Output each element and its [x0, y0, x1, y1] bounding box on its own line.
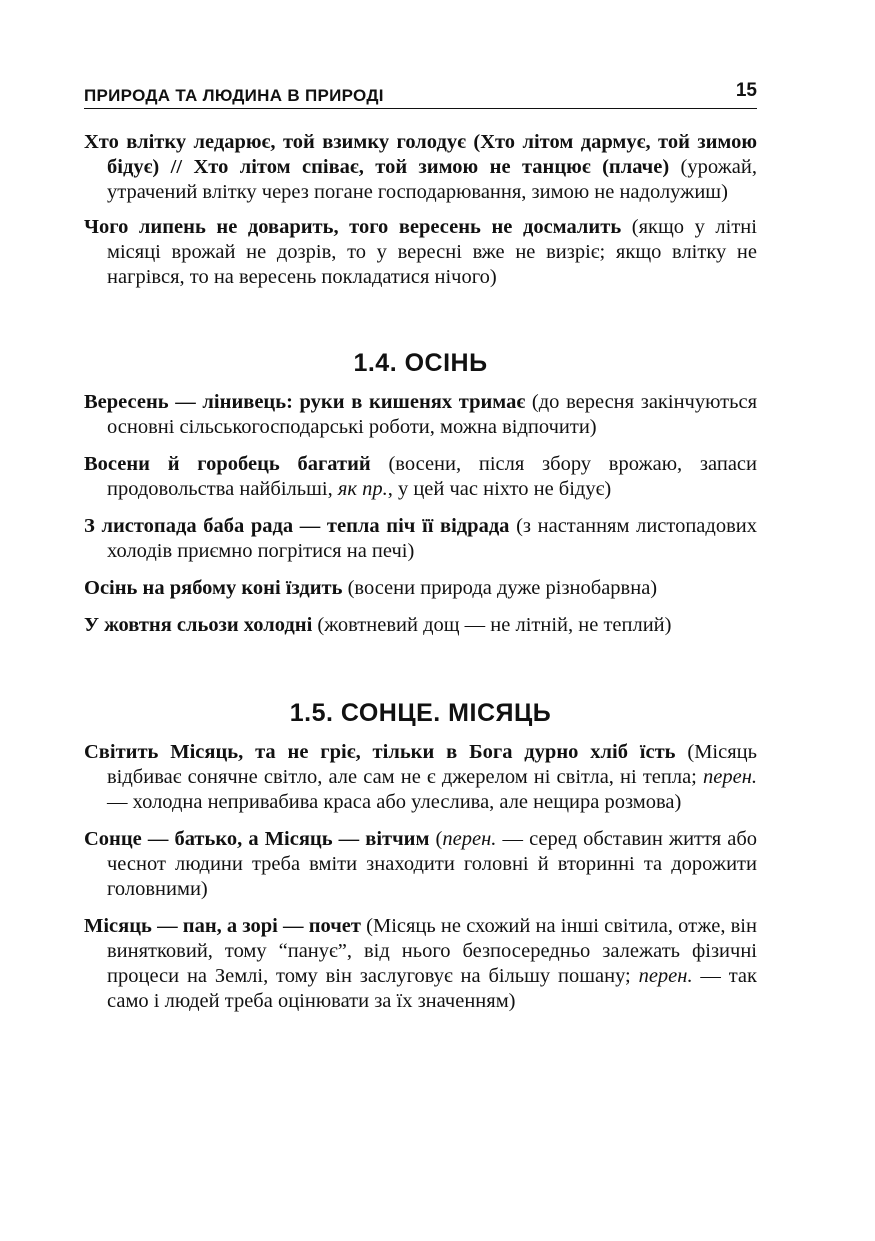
proverb-phrase: Восени й горобець багатий [84, 453, 371, 475]
section-heading-sun-moon: 1.5. СОНЦЕ. МІСЯЦЬ [289, 699, 552, 727]
proverb-explanation: (восени природа дуже різнобарвна) [342, 577, 658, 599]
proverb-phrase: Чого липень не доварить, того вересень не досмалить [84, 216, 622, 238]
intro-entries [84, 130, 757, 290]
proverb-entry [84, 613, 757, 638]
proverb-explanation: , у цей час ніхто не бідує) [387, 478, 612, 500]
proverb-phrase: Осінь на рябому коні їздить [84, 577, 343, 599]
proverb-explanation: (з настанням листопадових холодів приємно погрітися на печі) [107, 515, 757, 562]
page-number: 15 [735, 80, 757, 101]
section-heading-autumn: 1.4. ОСІНЬ [353, 349, 488, 377]
proverb-explanation: (до вересня закінчуються основні сільськогосподарські роботи, можна відпочити) [107, 391, 758, 438]
autumn-entries [84, 390, 757, 638]
proverb-entry [84, 130, 757, 205]
proverb-entry [84, 514, 757, 564]
book-page [84, 78, 757, 1014]
proverb-explanation: (жовтневий дощ — не літній, не теплий) [312, 614, 672, 636]
proverb-explanation: (якщо у літні місяці врожай не дозрів, то у вересні вже не визріє; якщо влітку не нагрівся, то на вересень покладатися нічого) [107, 216, 757, 288]
proverb-phrase: Вересень — лінивець: руки в кишенях тримає [84, 391, 526, 413]
proverb-entry [84, 914, 757, 1014]
proverb-entry [84, 576, 757, 601]
proverb-entry [84, 827, 757, 902]
running-title: ПРИРОДА ТА ЛЮДИНА В ПРИРОДІ [84, 86, 384, 105]
proverb-explanation: (восени, після збору врожаю, запаси продовольства найбільші, [107, 453, 757, 500]
abbreviation-note: перен. [442, 828, 497, 850]
proverb-explanation: (урожай, утрачений влітку через погане господарювання, зимою не надолужиш) [107, 156, 757, 203]
proverb-phrase: Світить Місяць, та не гріє, тільки в Бога дурно хліб їсть [84, 741, 676, 763]
proverb-entry [84, 740, 757, 815]
proverb-entry [84, 215, 757, 290]
abbreviation-note: перен. [703, 766, 757, 788]
running-header [84, 78, 757, 109]
proverb-explanation: — серед обставин життя або чеснот людини треба вміти знаходити головні й вторинні та дорожити головними) [107, 828, 757, 900]
proverb-entry [84, 452, 757, 502]
proverb-explanation: (Місяць не схожий на інші світила, отже, він винятковий, тому “панує”, від нього безпосередньо залежать фізичні процеси на Землі, тому він заслуговує на більшу пошану; [107, 915, 757, 987]
proverb-explanation: — так само і людей треба оцінювати за їх значенням) [107, 965, 757, 1012]
abbreviation-note: як пр. [337, 478, 388, 500]
proverb-explanation: (Місяць відбиває сонячне світло, але сам не є джерелом ні світла, ні тепла; [107, 741, 757, 788]
proverb-phrase: З листопада баба рада — тепла піч її відрада [84, 515, 510, 537]
proverb-phrase: Місяць — пан, а зорі — почет [84, 915, 361, 937]
proverb-explanation: ( [429, 828, 443, 850]
proverb-entry [84, 390, 757, 440]
sun-moon-entries [84, 740, 757, 1014]
proverb-explanation: — холодна непривабива краса або улеслива, але нещира розмова) [107, 791, 682, 813]
proverb-phrase: У жовтня сльози холодні [84, 614, 313, 636]
proverb-phrase: Сонце — батько, а Місяць — вітчим [84, 828, 430, 850]
proverb-phrase: Хто влітку ледарює, той взимку голодує (Хто літом дармує, той зимою бідує) // Хто літом співає, той зимою не танцює (плаче) [84, 131, 757, 178]
abbreviation-note: перен. [638, 965, 693, 987]
